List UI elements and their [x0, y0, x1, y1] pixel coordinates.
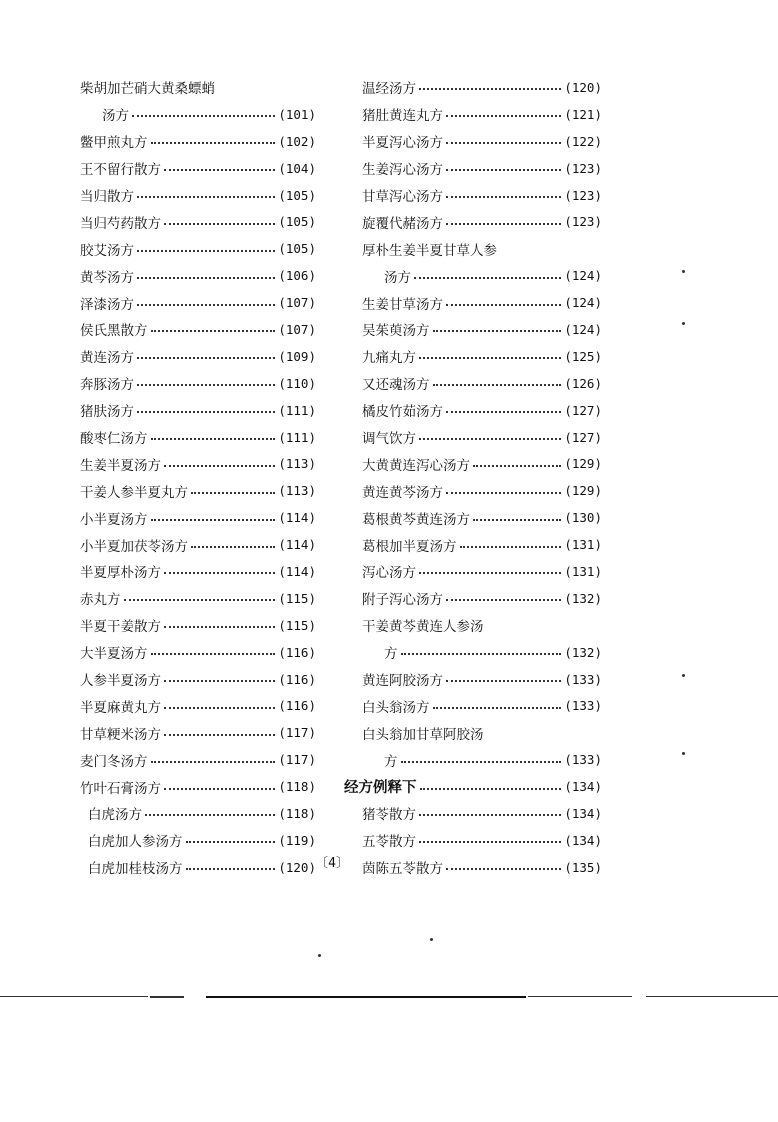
toc-entry — [80, 370, 316, 397]
toc-entry — [80, 397, 316, 424]
toc-entry-title: 白头翁汤方 — [362, 699, 430, 716]
toc-entry-page: (120) — [278, 859, 316, 875]
toc-entry-title: 当归芍药散方 — [80, 215, 161, 232]
toc-leader-dots — [164, 169, 275, 171]
toc-entry-page: (114) — [278, 563, 316, 579]
toc-entry-title: 干姜黄芩黄连人参汤 — [362, 619, 484, 636]
toc-entry — [356, 370, 602, 397]
toc-entry-page: (105) — [278, 241, 316, 257]
toc-entry — [80, 773, 316, 800]
toc-entry — [80, 504, 316, 531]
toc-leader-dots — [446, 196, 561, 198]
toc-entry — [356, 800, 602, 827]
toc-entry-page: (122) — [564, 133, 602, 149]
toc-entry — [80, 531, 316, 558]
page-number: 〔4〕 — [315, 856, 349, 871]
toc-leader-dots — [401, 653, 562, 655]
toc-entry-title: 五苓散方 — [362, 834, 416, 851]
toc-left-column — [80, 74, 316, 881]
toc-entry — [356, 155, 602, 182]
toc-leader-dots — [433, 384, 562, 386]
toc-entry-title: 又还魂汤方 — [362, 377, 430, 394]
toc-entry-title: 黄连黄芩汤方 — [362, 484, 443, 501]
toc-entry-title: 泻心汤方 — [362, 565, 416, 582]
toc-entry-title: 汤方 — [102, 108, 129, 125]
toc-entry-page: (132) — [564, 644, 602, 660]
toc-entry — [80, 827, 316, 854]
toc-entry-title: 附子泻心汤方 — [362, 592, 443, 609]
toc-entry — [356, 746, 602, 773]
toc-entry-title: 半夏麻黄丸方 — [80, 699, 161, 716]
toc-leader-dots — [446, 142, 561, 144]
toc-entry — [356, 235, 602, 262]
toc-entry-page: (131) — [564, 537, 602, 553]
toc-leader-dots — [124, 599, 276, 601]
toc-entry — [80, 208, 316, 235]
toc-entry-page: (117) — [278, 752, 316, 768]
toc-entry-title: 黄连阿胶汤方 — [362, 673, 443, 690]
toc-entry-title: 柴胡加芒硝大黄桑螵蛸 — [80, 81, 215, 98]
toc-entry-page: (133) — [564, 671, 602, 687]
toc-entry-page: (105) — [278, 214, 316, 230]
toc-entry-title: 人参半夏汤方 — [80, 673, 161, 690]
toc-entry — [356, 262, 602, 289]
toc-entry-page: (111) — [278, 429, 316, 445]
toc-entry — [80, 612, 316, 639]
toc-entry — [356, 74, 602, 101]
toc-entry — [80, 128, 316, 155]
toc-leader-dots — [446, 223, 561, 225]
toc-leader-dots — [186, 868, 276, 870]
scan-speck — [682, 752, 685, 755]
toc-entry-page: (114) — [278, 537, 316, 553]
toc-leader-dots — [151, 438, 276, 440]
toc-entry-title: 王不留行散方 — [80, 162, 161, 179]
toc-leader-dots — [419, 572, 561, 574]
toc-entry-page: (127) — [564, 429, 602, 445]
toc-entry-page: (134) — [564, 805, 602, 821]
toc-entry-page: (115) — [278, 617, 316, 633]
toc-entry — [356, 343, 602, 370]
toc-leader-dots — [446, 492, 561, 494]
toc-leader-dots — [446, 115, 561, 117]
toc-entry — [356, 101, 602, 128]
toc-entry-title: 大黄黄连泻心汤方 — [362, 457, 470, 474]
toc-entry-page: (123) — [564, 160, 602, 176]
toc-entry-page: (102) — [278, 133, 316, 149]
toc-entry — [80, 316, 316, 343]
toc-leader-dots — [419, 841, 561, 843]
toc-leader-dots — [151, 142, 276, 144]
toc-entry-title: 白头翁加甘草阿胶汤 — [362, 726, 484, 743]
toc-entry — [80, 155, 316, 182]
toc-entry-title: 侯氏黑散方 — [80, 323, 148, 340]
toc-entry-page: (116) — [278, 698, 316, 714]
toc-leader-dots — [191, 492, 275, 494]
toc-leader-dots — [164, 788, 275, 790]
toc-entry-page: (124) — [564, 268, 602, 284]
toc-leader-dots — [164, 223, 275, 225]
toc-entry-page: (123) — [564, 214, 602, 230]
toc-entry — [80, 585, 316, 612]
toc-entry-page: (116) — [278, 644, 316, 660]
toc-entry-title: 泽漆汤方 — [80, 296, 134, 313]
toc-entry-page: (131) — [564, 563, 602, 579]
toc-leader-dots — [433, 330, 562, 332]
toc-leader-dots — [419, 357, 561, 359]
scan-speck — [682, 674, 685, 677]
toc-entry-page: (115) — [278, 590, 316, 606]
toc-entry — [80, 746, 316, 773]
toc-entry-title: 大半夏汤方 — [80, 646, 148, 663]
toc-entry-title: 生姜甘草汤方 — [362, 296, 443, 313]
toc-entry — [356, 450, 602, 477]
toc-entry-title: 橘皮竹茹汤方 — [362, 404, 443, 421]
toc-entry-page: (117) — [278, 725, 316, 741]
toc-entry-page: (133) — [564, 698, 602, 714]
toc-entry-title: 鳖甲煎丸方 — [80, 135, 148, 152]
toc-entry-title: 生姜半夏汤方 — [80, 457, 161, 474]
scan-speck — [682, 322, 685, 325]
toc-entry-page: (134) — [564, 779, 602, 795]
toc-leader-dots — [446, 680, 561, 682]
toc-entry-title: 温经汤方 — [362, 81, 416, 98]
toc-entry-page: (120) — [564, 79, 602, 95]
toc-entry — [80, 692, 316, 719]
toc-entry — [80, 719, 316, 746]
toc-entry-page: (113) — [278, 483, 316, 499]
toc-entry-page: (129) — [564, 456, 602, 472]
toc-entry-title: 黄连汤方 — [80, 350, 134, 367]
toc-entry-page: (109) — [278, 348, 316, 364]
toc-leader-dots — [137, 304, 275, 306]
scan-speck — [430, 938, 433, 941]
toc-entry-page: (124) — [564, 295, 602, 311]
toc-entry-title: 白虎汤方 — [88, 807, 142, 824]
toc-entry-page: (116) — [278, 671, 316, 687]
toc-entry — [356, 692, 602, 719]
toc-entry — [80, 262, 316, 289]
toc-entry-page: (130) — [564, 510, 602, 526]
toc-leader-dots — [164, 707, 275, 709]
toc-entry — [80, 235, 316, 262]
toc-entry-title: 猪肤汤方 — [80, 404, 134, 421]
toc-entry — [80, 639, 316, 666]
toc-leader-dots — [151, 519, 276, 521]
toc-entry-page: (132) — [564, 590, 602, 606]
toc-entry — [80, 74, 316, 101]
toc-leader-dots — [419, 88, 561, 90]
toc-entry-title: 竹叶石膏汤方 — [80, 780, 161, 797]
toc-entry — [80, 343, 316, 370]
toc-leader-dots — [446, 169, 561, 171]
toc-entry — [356, 666, 602, 693]
toc-entry — [356, 424, 602, 451]
toc-entry-title: 厚朴生姜半夏甘草人参 — [362, 242, 497, 259]
toc-leader-dots — [473, 465, 561, 467]
toc-leader-dots — [137, 196, 275, 198]
scan-speck — [682, 270, 685, 273]
toc-entry-page: (125) — [564, 348, 602, 364]
toc-leader-dots — [137, 250, 275, 252]
toc-leader-dots — [164, 465, 275, 467]
toc-entry-page: (107) — [278, 295, 316, 311]
toc-entry-title: 半夏泻心汤方 — [362, 135, 443, 152]
toc-entry-page: (118) — [278, 779, 316, 795]
toc-entry — [356, 504, 602, 531]
scan-rule-line — [528, 996, 632, 997]
toc-entry-page: (121) — [564, 106, 602, 122]
toc-entry-page: (126) — [564, 375, 602, 391]
toc-entry — [80, 101, 316, 128]
toc-entry — [356, 639, 602, 666]
toc-entry-title: 生姜泻心汤方 — [362, 162, 443, 179]
toc-entry-title: 甘草泻心汤方 — [362, 189, 443, 205]
toc-entry — [80, 289, 316, 316]
toc-entry — [356, 316, 602, 343]
toc-entry-title: 猪肚黄连丸方 — [362, 108, 443, 125]
toc-entry-title: 猪苓散方 — [362, 807, 416, 824]
scan-rule-line — [646, 996, 778, 997]
toc-leader-dots — [433, 707, 562, 709]
toc-leader-dots — [164, 626, 275, 628]
toc-entry-page: (134) — [564, 832, 602, 848]
toc-entry-page: (111) — [278, 402, 316, 418]
toc-entry — [356, 719, 602, 746]
toc-entry — [356, 585, 602, 612]
toc-entry-title: 经方例释下 — [344, 779, 417, 797]
toc-entry-page: (105) — [278, 187, 316, 203]
toc-entry-title: 方 — [384, 753, 398, 770]
toc-entry-page: (133) — [564, 752, 602, 768]
toc-leader-dots — [446, 868, 561, 870]
toc-entry-title: 当归散方 — [80, 189, 134, 205]
toc-leader-dots — [186, 841, 276, 843]
toc-entry-page: (123) — [564, 187, 602, 203]
toc-entry-title: 九痛丸方 — [362, 350, 416, 367]
toc-leader-dots — [401, 761, 562, 763]
toc-entry-page: (118) — [278, 805, 316, 821]
toc-entry-title: 酸枣仁汤方 — [80, 431, 148, 448]
scan-rule-line — [206, 996, 526, 998]
toc-entry-page: (106) — [278, 268, 316, 284]
toc-leader-dots — [446, 599, 561, 601]
toc-entry-title: 干姜人参半夏丸方 — [80, 484, 188, 501]
toc-entry-page: (113) — [278, 456, 316, 472]
toc-entry — [80, 666, 316, 693]
toc-leader-dots — [145, 814, 275, 816]
toc-entry-title: 葛根黄芩黄连汤方 — [362, 511, 470, 528]
toc-leader-dots — [460, 546, 562, 548]
toc-leader-dots — [446, 411, 561, 413]
toc-leader-dots — [137, 384, 275, 386]
toc-entry-page: (104) — [278, 160, 316, 176]
toc-entry-title: 吴茱萸汤方 — [362, 323, 430, 340]
toc-leader-dots — [164, 734, 275, 736]
toc-entry-title: 奔豚汤方 — [80, 377, 134, 394]
toc-entry-title: 白虎加桂枝汤方 — [88, 861, 183, 878]
toc-entry — [80, 424, 316, 451]
toc-entry — [356, 397, 602, 424]
toc-entry — [356, 182, 602, 209]
toc-entry-page: (129) — [564, 483, 602, 499]
toc-leader-dots — [137, 277, 275, 279]
toc-leader-dots — [164, 680, 275, 682]
toc-entry-page: (101) — [278, 106, 316, 122]
toc-entry — [356, 558, 602, 585]
toc-leader-dots — [151, 761, 276, 763]
scan-rule-line — [0, 996, 148, 997]
toc-entry-page: (127) — [564, 402, 602, 418]
toc-entry — [356, 531, 602, 558]
toc-entry-page: (119) — [278, 832, 316, 848]
toc-section-heading — [344, 773, 602, 800]
toc-leader-dots — [137, 411, 275, 413]
toc-entry-title: 半夏厚朴汤方 — [80, 565, 161, 582]
toc-entry-title: 胶艾汤方 — [80, 242, 134, 259]
toc-leader-dots — [419, 438, 561, 440]
toc-entry-title: 调气饮方 — [362, 431, 416, 448]
toc-entry — [80, 182, 316, 209]
toc-leader-dots — [446, 304, 561, 306]
toc-leader-dots — [191, 546, 275, 548]
toc-entry-title: 茵陈五苓散方 — [362, 861, 443, 878]
toc-entry-title: 小半夏加茯苓汤方 — [80, 538, 188, 555]
scan-rule-line — [150, 996, 184, 998]
toc-entry — [80, 558, 316, 585]
toc-entry — [356, 289, 602, 316]
toc-entry-title: 黄芩汤方 — [80, 269, 134, 286]
toc-leader-dots — [137, 357, 275, 359]
toc-entry — [80, 854, 316, 881]
toc-entry — [356, 208, 602, 235]
toc-entry — [80, 450, 316, 477]
toc-entry-title: 白虎加人参汤方 — [88, 834, 183, 851]
toc-leader-dots — [414, 277, 561, 279]
toc-entry — [80, 800, 316, 827]
toc-entry-title: 麦门冬汤方 — [80, 753, 148, 770]
toc-entry-title: 半夏干姜散方 — [80, 619, 161, 636]
toc-entry-title: 方 — [384, 646, 398, 663]
toc-entry-title: 赤丸方 — [80, 592, 121, 609]
toc-entry — [356, 827, 602, 854]
toc-entry-title: 汤方 — [384, 269, 411, 286]
toc-leader-dots — [473, 519, 561, 521]
toc-entry-title: 甘草粳米汤方 — [80, 726, 161, 743]
toc-entry — [356, 854, 602, 881]
toc-entry-page: (124) — [564, 321, 602, 337]
scan-speck — [318, 954, 321, 957]
toc-leader-dots — [164, 572, 275, 574]
toc-entry-title: 旋覆代赭汤方 — [362, 215, 443, 232]
toc-entry — [356, 612, 602, 639]
toc-leader-dots — [420, 788, 562, 790]
toc-leader-dots — [132, 115, 275, 117]
toc-right-column — [344, 74, 602, 881]
toc-entry — [80, 477, 316, 504]
toc-leader-dots — [419, 814, 561, 816]
toc-entry-page: (114) — [278, 510, 316, 526]
toc-leader-dots — [151, 653, 276, 655]
toc-entry-title: 葛根加半夏汤方 — [362, 538, 457, 555]
toc-entry-title: 小半夏汤方 — [80, 511, 148, 528]
toc-entry — [356, 128, 602, 155]
toc-entry-page: (110) — [278, 375, 316, 391]
toc-entry — [356, 477, 602, 504]
toc-entry-page: (135) — [564, 859, 602, 875]
toc-leader-dots — [151, 330, 276, 332]
toc-entry-page: (107) — [278, 321, 316, 337]
